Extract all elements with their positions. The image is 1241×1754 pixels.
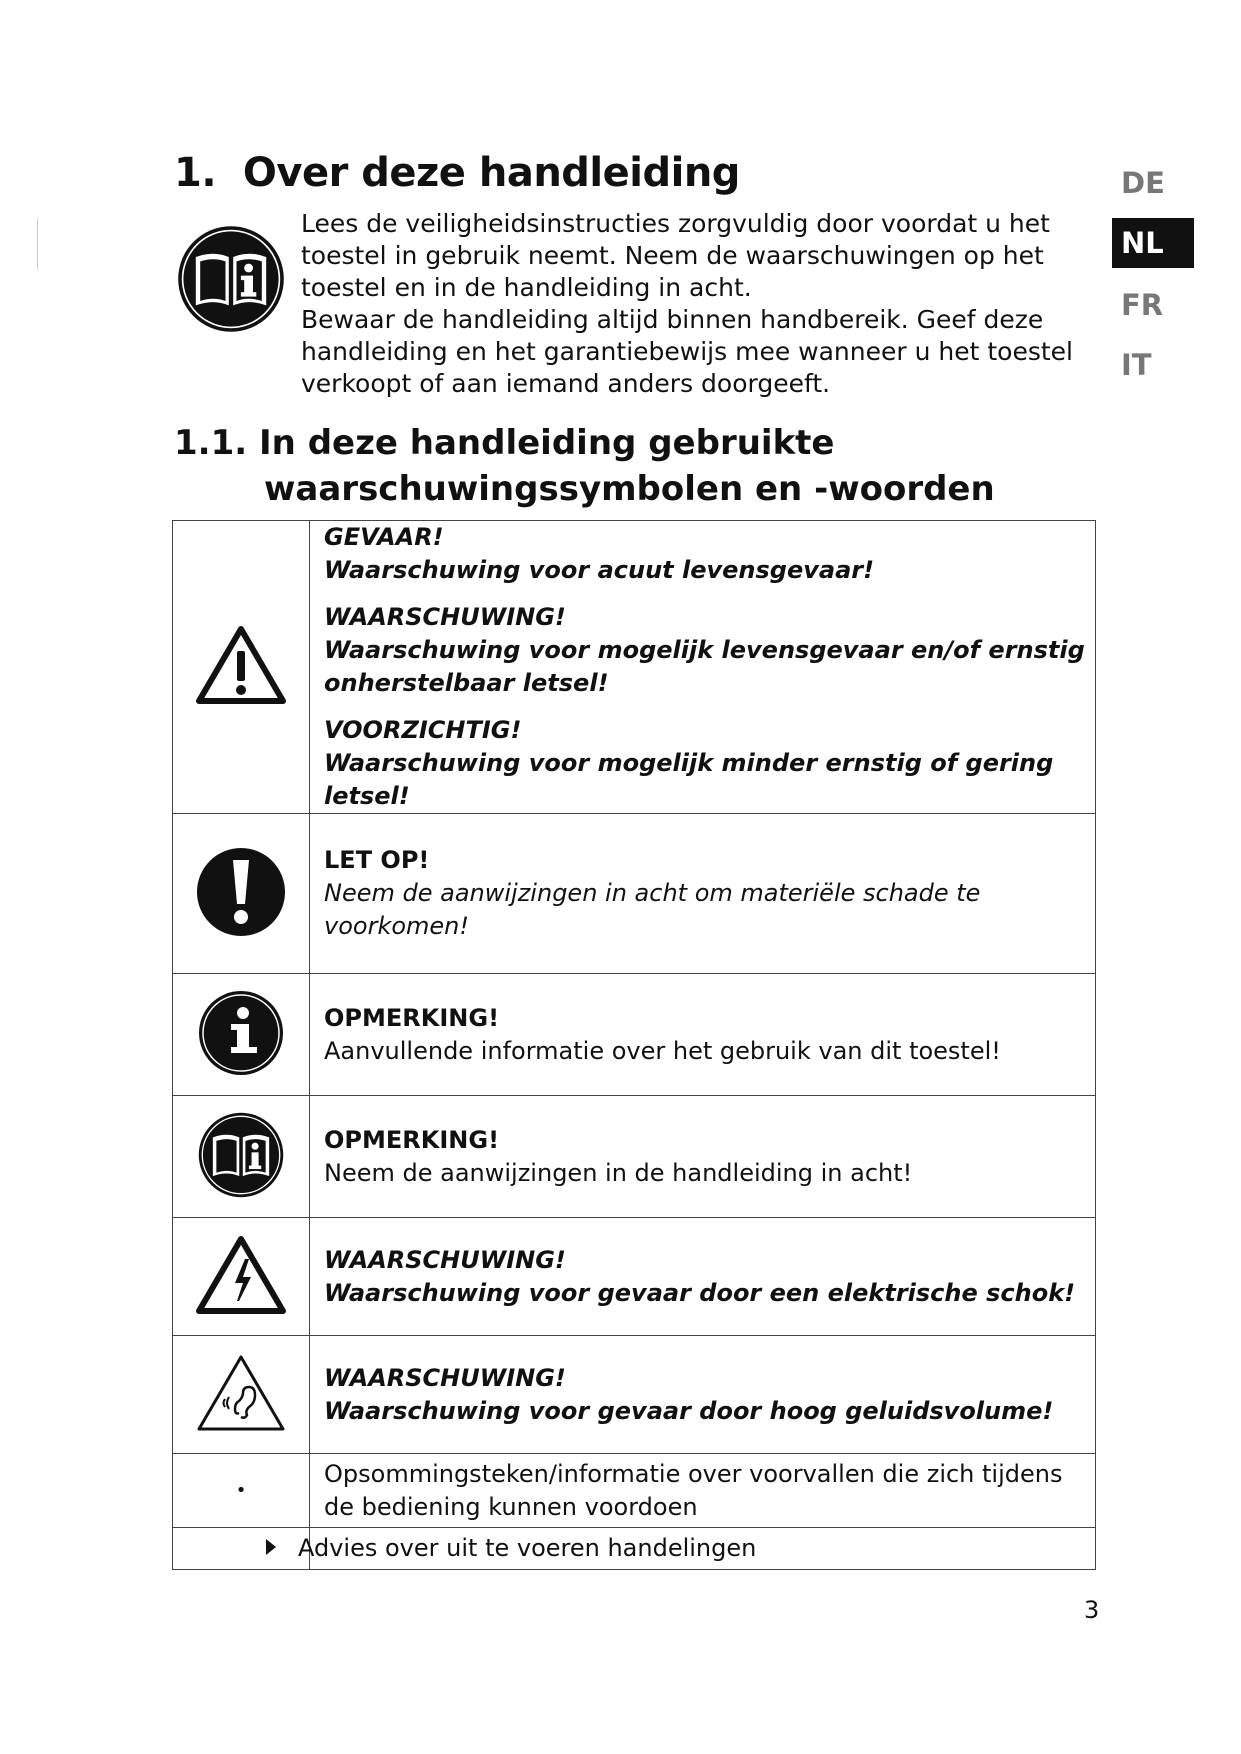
symbols-table	[172, 520, 1096, 1570]
electric-shock-icon	[195, 1235, 287, 1315]
manual-book-icon	[197, 1111, 285, 1199]
icon-cell	[173, 1096, 310, 1218]
intro-text	[301, 208, 1091, 400]
exclamation-circle-icon	[195, 846, 287, 938]
gevaar-text: Waarschuwing voor acuut levensgevaar!	[324, 556, 875, 584]
text-cell	[310, 814, 1096, 974]
section-title: Over deze handleiding	[242, 150, 740, 196]
icon-cell	[173, 1218, 310, 1336]
subsection-line-2: waarschuwingssymbolen en -woorden	[264, 469, 995, 509]
warning-triangle-icon	[195, 625, 287, 705]
text-cell	[310, 1454, 1096, 1528]
subsection-title	[174, 420, 995, 512]
bullet-text: Opsommingsteken/informatie over voorvallen die zich tijdens de bediening kunnen voordoen	[324, 1459, 1063, 1521]
hearing-volume-icon	[195, 1353, 287, 1433]
text-cell	[310, 1218, 1096, 1336]
icon-cell	[173, 1454, 310, 1528]
table-row-bullet	[173, 1454, 1096, 1528]
section-number: 1.	[174, 150, 217, 196]
geluid-text: Waarschuwing voor gevaar door hoog geluidsvolume!	[324, 1396, 1054, 1425]
table-row-opmerking-manual	[173, 1096, 1096, 1218]
letop-title: LET OP!	[324, 846, 430, 874]
bullet-symbol: •	[235, 1480, 247, 1501]
text-cell	[310, 1336, 1096, 1454]
page-title	[174, 150, 740, 196]
elektrisch-text: Waarschuwing voor gevaar door een elektrische schok!	[324, 1278, 1076, 1307]
arrow-right-icon	[265, 1538, 277, 1556]
elektrisch-title: WAARSCHUWING!	[324, 1245, 566, 1274]
lang-tab-it[interactable]: IT	[1121, 348, 1152, 382]
table-row-action	[173, 1528, 1096, 1570]
letop-text: Neem de aanwijzingen in acht om materiële schade te voorkomen!	[324, 879, 981, 940]
table-row-geluid	[173, 1336, 1096, 1454]
icon-cell	[173, 1336, 310, 1454]
page-number: 3	[1084, 1596, 1100, 1624]
lang-tab-fr[interactable]: FR	[1121, 288, 1164, 322]
gevaar-title: GEVAAR!	[324, 523, 444, 551]
manual-book-icon	[176, 224, 286, 334]
icon-cell	[173, 974, 310, 1096]
margin-mark	[37, 218, 38, 270]
subsection-number: 1.1.	[174, 423, 248, 463]
table-row-letop	[173, 814, 1096, 974]
waarschuwing-title: WAARSCHUWING!	[324, 603, 566, 631]
icon-cell	[173, 1528, 310, 1570]
table-row-opmerking-info	[173, 974, 1096, 1096]
table-row-danger	[173, 521, 1096, 814]
geluid-title: WAARSCHUWING!	[324, 1363, 566, 1392]
icon-cell	[173, 521, 310, 814]
text-cell	[310, 521, 1096, 814]
lang-tab-de[interactable]: DE	[1121, 166, 1165, 200]
icon-cell	[173, 814, 310, 974]
table-row-elektrisch	[173, 1218, 1096, 1336]
intro-paragraph-2: Bewaar de handleiding altijd binnen handbereik. Geef deze handleiding en het garantiebewijs mee wanneer u het toestel verkoopt of aan iemand anders doorgeeft.	[301, 305, 1073, 398]
subsection-line-1: In deze handleiding gebruikte	[259, 423, 835, 463]
text-cell	[310, 1096, 1096, 1218]
opmerking-manual-title: OPMERKING!	[324, 1125, 500, 1154]
text-cell	[310, 974, 1096, 1096]
opmerking-manual-text: Neem de aanwijzingen in de handleiding in acht!	[324, 1158, 913, 1187]
action-text: Advies over uit te voeren handelingen	[298, 1534, 757, 1562]
waarschuwing-text: Waarschuwing voor mogelijk levensgevaar en/of ernstig onherstelbaar letsel!	[324, 636, 1085, 697]
voorzichtig-title: VOORZICHTIG!	[324, 716, 522, 744]
voorzichtig-text: Waarschuwing voor mogelijk minder ernstig of gering letsel!	[324, 749, 1054, 810]
opmerking-info-title: OPMERKING!	[324, 1003, 500, 1032]
text-cell	[298, 1528, 1096, 1570]
lang-tab-nl[interactable]: NL	[1112, 218, 1194, 268]
info-circle-icon	[197, 989, 285, 1077]
intro-paragraph-1: Lees de veiligheidsinstructies zorgvuldig door voordat u het toestel in gebruik neemt. Neem de waarschuwingen op het toestel en in de handleiding in acht.	[301, 209, 1050, 302]
opmerking-info-text: Aanvullende informatie over het gebruik van dit toestel!	[324, 1036, 1001, 1065]
